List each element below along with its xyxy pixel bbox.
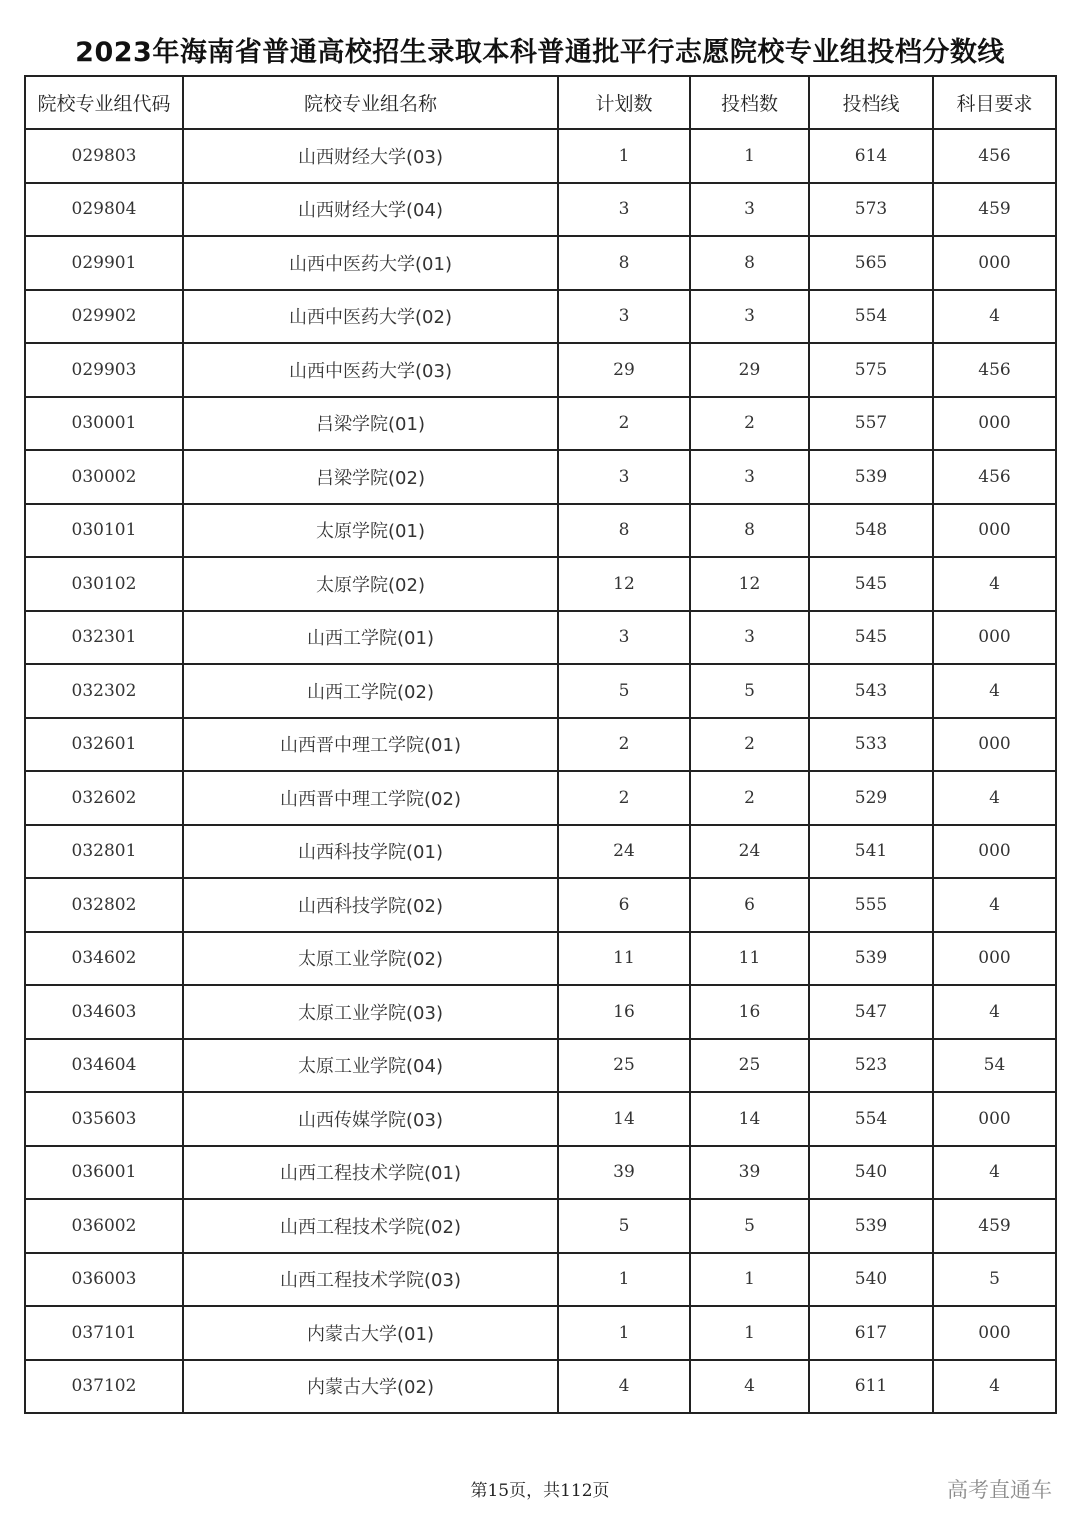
table-row [25,343,1056,397]
group-name-cell: 吕梁学院(02) [183,450,558,504]
subject-requirement-cell: 459 [933,183,1056,237]
group-name-cell: 山西科技学院(01) [183,825,558,879]
subject-requirement-cell: 4 [933,290,1056,344]
cutoff-score-cell: 539 [809,932,933,986]
admission-score-table [24,75,1057,1414]
table-row [25,1199,1056,1253]
admitted-count-cell: 3 [690,611,809,665]
group-name-cell: 太原学院(01) [183,504,558,558]
admitted-count-cell: 39 [690,1146,809,1200]
group-code-cell: 032301 [25,611,183,665]
admitted-count-cell: 5 [690,664,809,718]
group-name-cell: 山西晋中理工学院(02) [183,771,558,825]
admitted-count-cell: 11 [690,932,809,986]
group-name-cell: 吕梁学院(01) [183,397,558,451]
plan-count-cell: 1 [558,1253,690,1307]
cutoff-score-cell: 540 [809,1146,933,1200]
cutoff-score-cell: 565 [809,236,933,290]
admitted-count-cell: 1 [690,129,809,183]
group-name-cell: 山西晋中理工学院(01) [183,718,558,772]
table-row [25,504,1056,558]
subject-requirement-cell: 000 [933,236,1056,290]
admitted-count-cell: 12 [690,557,809,611]
header-subject-requirement: 科目要求 [933,76,1056,129]
group-code-cell: 032602 [25,771,183,825]
cutoff-score-cell: 540 [809,1253,933,1307]
cutoff-score-cell: 617 [809,1306,933,1360]
table-header-row [25,76,1056,129]
cutoff-score-cell: 548 [809,504,933,558]
admitted-count-cell: 2 [690,718,809,772]
group-name-cell: 太原工业学院(04) [183,1039,558,1093]
admitted-count-cell: 1 [690,1253,809,1307]
group-code-cell: 032601 [25,718,183,772]
plan-count-cell: 3 [558,450,690,504]
table-body [25,129,1056,1413]
cutoff-score-cell: 539 [809,1199,933,1253]
admitted-count-cell: 5 [690,1199,809,1253]
group-code-cell: 036003 [25,1253,183,1307]
header-group-code: 院校专业组代码 [25,76,183,129]
group-name-cell: 山西工学院(02) [183,664,558,718]
group-name-cell: 太原工业学院(03) [183,985,558,1039]
group-code-cell: 037101 [25,1306,183,1360]
admitted-count-cell: 24 [690,825,809,879]
admitted-count-cell: 3 [690,290,809,344]
subject-requirement-cell: 000 [933,825,1056,879]
admitted-count-cell: 16 [690,985,809,1039]
group-code-cell: 029901 [25,236,183,290]
subject-requirement-cell: 000 [933,1092,1056,1146]
plan-count-cell: 2 [558,771,690,825]
group-name-cell: 山西中医药大学(01) [183,236,558,290]
group-code-cell: 030002 [25,450,183,504]
plan-count-cell: 39 [558,1146,690,1200]
cutoff-score-cell: 545 [809,557,933,611]
table-row [25,664,1056,718]
plan-count-cell: 25 [558,1039,690,1093]
plan-count-cell: 29 [558,343,690,397]
group-code-cell: 029903 [25,343,183,397]
admitted-count-cell: 3 [690,450,809,504]
group-name-cell: 山西工程技术学院(02) [183,1199,558,1253]
table-row [25,1039,1056,1093]
table-row [25,1306,1056,1360]
subject-requirement-cell: 54 [933,1039,1056,1093]
group-name-cell: 山西工学院(01) [183,611,558,665]
plan-count-cell: 8 [558,236,690,290]
plan-count-cell: 24 [558,825,690,879]
group-name-cell: 太原工业学院(02) [183,932,558,986]
group-code-cell: 029803 [25,129,183,183]
table-row [25,397,1056,451]
header-group-name: 院校专业组名称 [183,76,558,129]
plan-count-cell: 12 [558,557,690,611]
cutoff-score-cell: 554 [809,290,933,344]
subject-requirement-cell: 000 [933,504,1056,558]
plan-count-cell: 8 [558,504,690,558]
subject-requirement-cell: 5 [933,1253,1056,1307]
plan-count-cell: 14 [558,1092,690,1146]
subject-requirement-cell: 000 [933,932,1056,986]
table-row [25,129,1056,183]
subject-requirement-cell: 456 [933,343,1056,397]
cutoff-score-cell: 539 [809,450,933,504]
group-code-cell: 034604 [25,1039,183,1093]
subject-requirement-cell: 4 [933,985,1056,1039]
subject-requirement-cell: 459 [933,1199,1056,1253]
table-row [25,985,1056,1039]
admitted-count-cell: 4 [690,1360,809,1414]
group-name-cell: 山西中医药大学(03) [183,343,558,397]
plan-count-cell: 3 [558,183,690,237]
subject-requirement-cell: 000 [933,611,1056,665]
table-row [25,1360,1056,1414]
admitted-count-cell: 8 [690,504,809,558]
admitted-count-cell: 2 [690,771,809,825]
group-code-cell: 029804 [25,183,183,237]
table-row [25,825,1056,879]
table-row [25,557,1056,611]
cutoff-score-cell: 557 [809,397,933,451]
table-row [25,236,1056,290]
subject-requirement-cell: 456 [933,129,1056,183]
subject-requirement-cell: 000 [933,397,1056,451]
group-code-cell: 032302 [25,664,183,718]
table-row [25,878,1056,932]
plan-count-cell: 2 [558,397,690,451]
cutoff-score-cell: 529 [809,771,933,825]
group-name-cell: 山西财经大学(03) [183,129,558,183]
group-name-cell: 山西工程技术学院(03) [183,1253,558,1307]
subject-requirement-cell: 000 [933,1306,1056,1360]
group-name-cell: 内蒙古大学(02) [183,1360,558,1414]
admitted-count-cell: 2 [690,397,809,451]
cutoff-score-cell: 533 [809,718,933,772]
plan-count-cell: 11 [558,932,690,986]
group-code-cell: 034602 [25,932,183,986]
admitted-count-cell: 6 [690,878,809,932]
group-code-cell: 036002 [25,1199,183,1253]
group-code-cell: 035603 [25,1092,183,1146]
cutoff-score-cell: 555 [809,878,933,932]
group-code-cell: 030101 [25,504,183,558]
admitted-count-cell: 29 [690,343,809,397]
page-number: 第15页，共112页 [470,1481,610,1501]
table-row [25,932,1056,986]
group-name-cell: 太原学院(02) [183,557,558,611]
header-plan-count: 计划数 [558,76,690,129]
table-row [25,611,1056,665]
document-title: 2023年海南省普通高校招生录取本科普通批平行志愿院校专业组投档分数线 [75,37,1005,68]
group-code-cell: 037102 [25,1360,183,1414]
admitted-count-cell: 3 [690,183,809,237]
subject-requirement-cell: 4 [933,1360,1056,1414]
plan-count-cell: 3 [558,611,690,665]
cutoff-score-cell: 614 [809,129,933,183]
plan-count-cell: 16 [558,985,690,1039]
cutoff-score-cell: 547 [809,985,933,1039]
plan-count-cell: 4 [558,1360,690,1414]
group-code-cell: 029902 [25,290,183,344]
admitted-count-cell: 8 [690,236,809,290]
watermark-text: 高考直通车 [947,1478,1052,1502]
table-row [25,450,1056,504]
subject-requirement-cell: 4 [933,557,1056,611]
plan-count-cell: 5 [558,1199,690,1253]
cutoff-score-cell: 575 [809,343,933,397]
group-code-cell: 030001 [25,397,183,451]
admitted-count-cell: 25 [690,1039,809,1093]
header-admitted-count: 投档数 [690,76,809,129]
admitted-count-cell: 1 [690,1306,809,1360]
group-name-cell: 内蒙古大学(01) [183,1306,558,1360]
subject-requirement-cell: 456 [933,450,1056,504]
group-name-cell: 山西财经大学(04) [183,183,558,237]
cutoff-score-cell: 541 [809,825,933,879]
subject-requirement-cell: 4 [933,878,1056,932]
cutoff-score-cell: 543 [809,664,933,718]
header-cutoff-score: 投档线 [809,76,933,129]
subject-requirement-cell: 4 [933,1146,1056,1200]
plan-count-cell: 1 [558,1306,690,1360]
cutoff-score-cell: 554 [809,1092,933,1146]
table-row [25,290,1056,344]
group-code-cell: 036001 [25,1146,183,1200]
group-name-cell: 山西科技学院(02) [183,878,558,932]
cutoff-score-cell: 573 [809,183,933,237]
group-code-cell: 032802 [25,878,183,932]
group-code-cell: 030102 [25,557,183,611]
plan-count-cell: 3 [558,290,690,344]
group-name-cell: 山西中医药大学(02) [183,290,558,344]
group-code-cell: 034603 [25,985,183,1039]
cutoff-score-cell: 611 [809,1360,933,1414]
plan-count-cell: 1 [558,129,690,183]
group-name-cell: 山西传媒学院(03) [183,1092,558,1146]
plan-count-cell: 2 [558,718,690,772]
table-row [25,771,1056,825]
subject-requirement-cell: 000 [933,718,1056,772]
table-row [25,1253,1056,1307]
plan-count-cell: 5 [558,664,690,718]
table-row [25,1146,1056,1200]
cutoff-score-cell: 523 [809,1039,933,1093]
subject-requirement-cell: 4 [933,771,1056,825]
table-row [25,1092,1056,1146]
plan-count-cell: 6 [558,878,690,932]
subject-requirement-cell: 4 [933,664,1056,718]
group-name-cell: 山西工程技术学院(01) [183,1146,558,1200]
admitted-count-cell: 14 [690,1092,809,1146]
table-row [25,718,1056,772]
cutoff-score-cell: 545 [809,611,933,665]
table-row [25,183,1056,237]
group-code-cell: 032801 [25,825,183,879]
